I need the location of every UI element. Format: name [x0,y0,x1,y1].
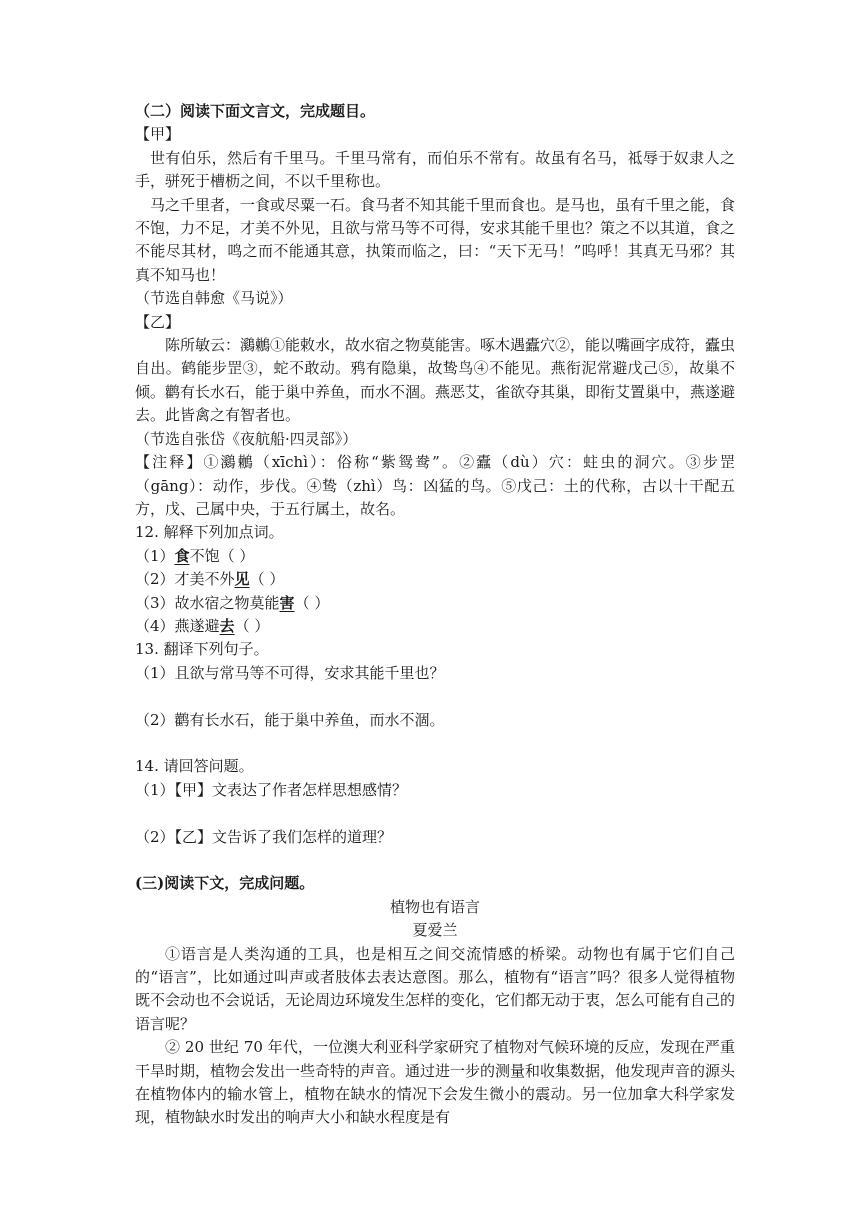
question-12-item: （3）故水宿之物莫能害（ ） [135,593,330,612]
question-14: 14. 请回答问题。 [135,757,254,776]
passage-a-paragraph: 世有伯乐，然后有千里马。千里马常有，而伯乐不常有。故虽有名马，祗辱于奴隶人之手，骈死于槽枥之间，不以千里称也。 [135,148,735,191]
passage-b-paragraph: 陈所敏云：鸂鶒①能敕水，故水宿之物莫能害。啄木遇蠹穴②，能以嘴画字成符，蠹虫自出。鹤能步罡③，蛇不敢动。鸦有隐巢，故鸷鸟④不能见。燕衔泥常避戊己⑤，故巢不倾。鹳有长水石，能于巢中养鱼，而水不涸。燕恶艾，雀欲夺其巢，即衔艾置巢中，燕遂避去。此皆禽之有智者也。 [135,336,736,425]
passage-a-label: 【甲】 [135,125,181,144]
question-13: 13. 翻译下列句子。 [135,640,269,659]
passage-b-label: 【乙】 [135,312,181,331]
dotted-word: 害 [279,593,295,612]
article-author: 夏爱兰 [412,921,458,940]
dotted-word: 食 [174,546,190,565]
document-page [135,100,735,1130]
question-12: 12. 解释下列加点词。 [135,523,284,542]
annotation-notes: 【注释】①鸂鶒（xīchì）：俗称“紫鸳鸯”。②蠹（dù）穴：蛀虫的洞穴。③步罡（gāng）：动作，步伐。④鸷（zhì）鸟：凶猛的鸟。⑤戊己：土的代称，古以十干配五方，戊、己属中央，于五行属土，故名。 [135,453,735,518]
article-paragraph: ①语言是人类沟通的工具，也是相互之间交流情感的桥梁。动物也有属于它们自己的“语言”，比如通过叫声或者肢体去表达意图。那么，植物有“语言”吗？很多人觉得植物既不会动也不会说话，无论周边环境发生怎样的变化，它们都无动于衷，怎么可能有自己的语言呢？ [135,944,736,1033]
question-12-item: （4）燕遂避去（ ） [135,616,270,635]
passage-b-source: （节选自张岱《夜航船·四灵部》） [135,429,358,448]
section-heading: (三)阅读下文，完成问题。 [135,874,315,893]
question-14-item: （1）【甲】文表达了作者怎样思想感情？ [135,780,408,799]
article-title: 植物也有语言 [389,897,480,916]
passage-a-paragraph: 马之千里者，一食或尽粟一石。食马者不知其能千里而食也。是马也，虽有千里之能，食不饱，力不足，才美不外见，且欲与常马等不可得，安求其能千里也？策之不以其道，食之不能尽其材，鸣之而不能通其意，执策而临之，曰：“天下无马！”呜呼！其真无马邪？其真不知马也！ [135,195,736,284]
question-13-item: （2）鹳有长水石，能于巢中养鱼，而水不涸。 [135,710,445,729]
question-14-item: （2）【乙】文告诉了我们怎样的道理？ [135,827,393,846]
article-paragraph: ② 20 世纪 70 年代，一位澳大利亚科学家研究了植物对气候环境的反应，发现在严重干旱时期，植物会发出一些奇特的声音。通过进一步的测量和收集数据，他发现声音的源头在植物体内的输水管上，植物在缺水的情况下会发生微小的震动。另一位加拿大科学家发现，植物缺水时发出的响声大小和缺水程度是有 [135,1038,736,1127]
dotted-word: 去 [219,616,235,635]
section-heading: （二）阅读下面文言文，完成题目。 [135,102,376,120]
question-13-item: （1）且欲与常马等不可得，安求其能千里也？ [135,663,445,682]
question-12-item: （2）才美不外见（ ） [135,570,285,589]
question-12-item: （1）食不饱（ ） [135,546,255,565]
passage-a-source: （节选自韩愈《马说》） [135,289,293,308]
dotted-word: 见 [234,570,250,589]
